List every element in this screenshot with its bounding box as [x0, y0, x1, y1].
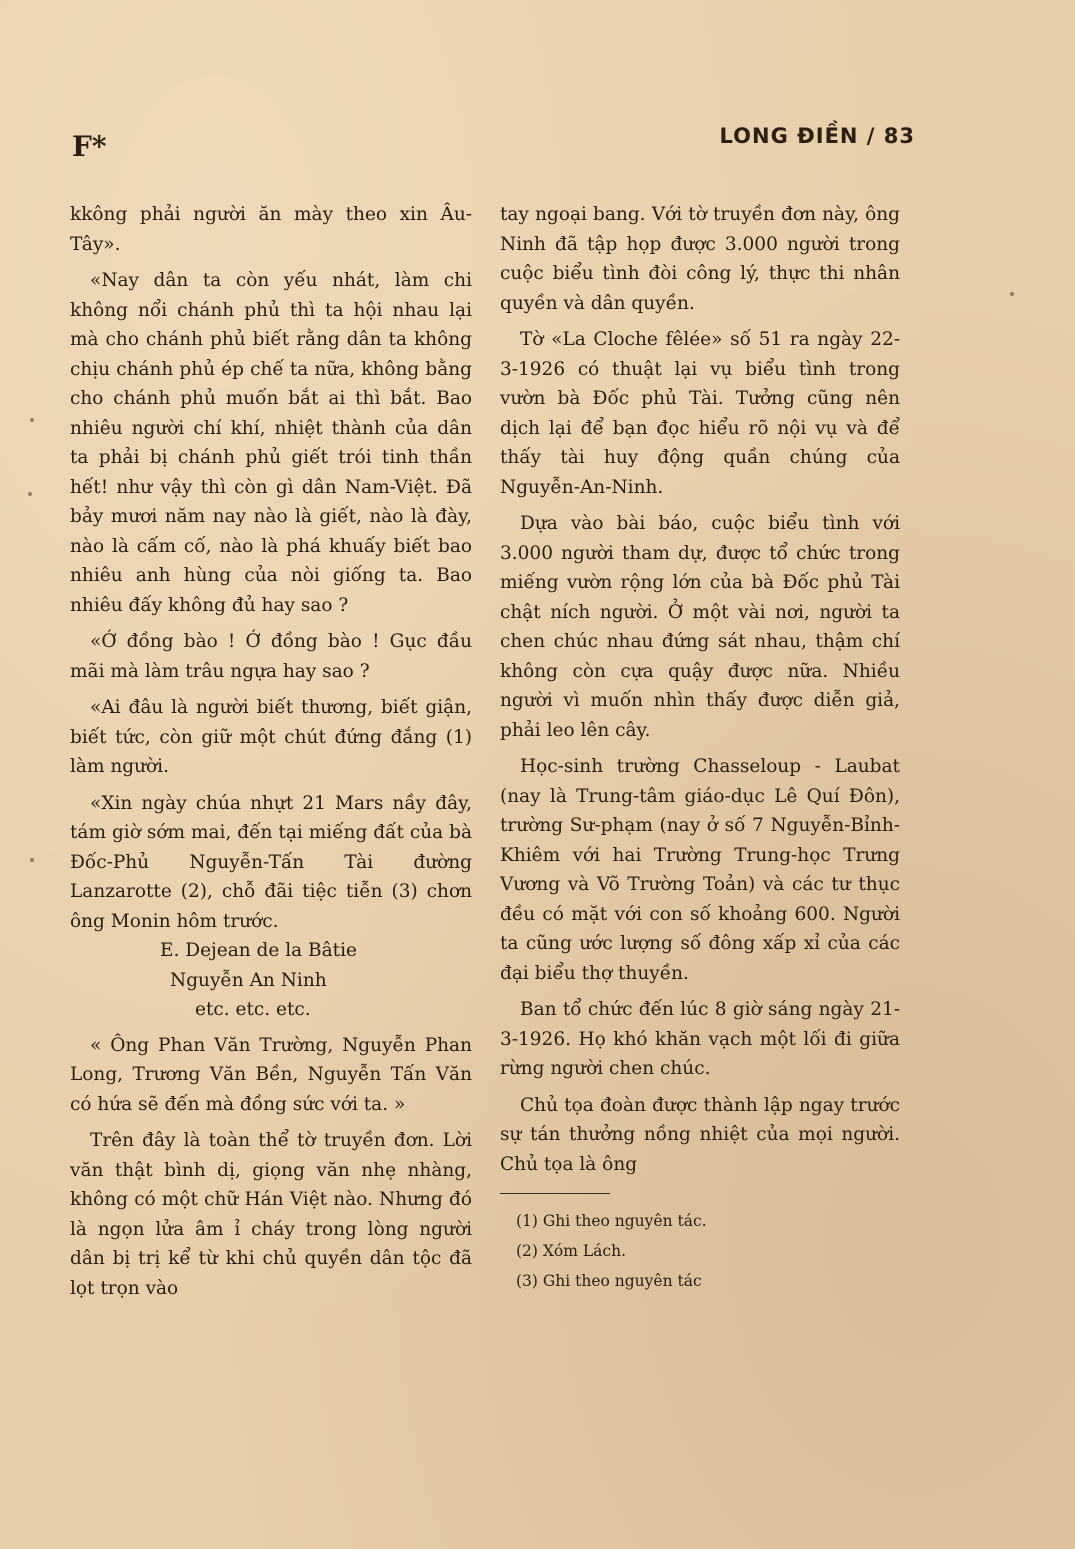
running-head: LONG ĐIỀN / 83 [719, 124, 915, 148]
signature-mark: F* [72, 130, 107, 163]
signature-line: Nguyễn An Ninh [170, 969, 327, 991]
paragraph: «Nay dân ta còn yếu nhát, làm chi không nổi chánh phủ thì ta hội nhau lại mà cho chánh phủ biết rằng dân ta không chịu chánh phủ ép chế ta nữa, không bằng cho chánh phủ muốn bắt ai thì bắt. Bao nhiêu người chí khí, nhiệt thành của dân ta phải bị chánh phủ giết trói tinh thần hết! như vậy thì còn gì dân Nam-Việt. Đã bảy mươi năm nay nào là giết, nào là đày, nào là cấm cố, nào là phá khuấy biết bao nhiêu anh hùng của nòi giống ta. Bao nhiêu đấy không đủ hay sao ? [70, 270, 472, 616]
signature-line: E. Dejean de la Bâtie [160, 940, 357, 961]
paragraph: kkông phải người ăn mày theo xin Âu-Tây». [70, 204, 472, 255]
paragraph: «Ớ đồng bào ! Ớ đồng bào ! Gục đầu mãi mà làm trâu ngựa hay sao ? [70, 631, 472, 682]
paragraph: Ban tổ chức đến lúc 8 giờ sáng ngày 21-3-1926. Họ khó khăn vạch một lối đi giữa rừng người chen chúc. [500, 999, 900, 1079]
footnotes [500, 1206, 900, 1296]
paragraph: Trên đây là toàn thể tờ truyền đơn. Lời văn thật bình dị, giọng văn nhẹ nhàng, không có một chữ Hán Việt nào. Nhưng đó là ngọn lửa âm ỉ cháy trong lòng người dân bị trị kể từ khi chủ quyền dân tộc đã lọt trọn vào [70, 1130, 472, 1299]
paragraph: « Ông Phan Văn Trường, Nguyễn Phan Long, Trương Văn Bền, Nguyễn Tấn Văn có hứa sẽ đến mà đồng sức với ta. » [70, 1034, 472, 1115]
paragraph: Chủ tọa đoàn được thành lập ngay trước sự tán thưởng nồng nhiệt của mọi người. Chủ tọa là ông [500, 1094, 900, 1175]
right-column [500, 200, 900, 1296]
paragraph: Tờ «La Cloche fêlée» số 51 ra ngày 22-3-1926 có thuật lại vụ biểu tình trong vườn bà Đốc phủ Tài. Tưởng cũng nên dịch lại để bạn đọc hiểu rõ nội vụ và để thấy tài huy động quần chúng của Nguyễn-An-Ninh. [500, 329, 900, 498]
signature-line: etc. etc. etc. [195, 999, 311, 1020]
paper-speck [28, 492, 32, 496]
footnote: (1) Ghi theo nguyên tác. [516, 1212, 707, 1230]
footnote-divider [500, 1193, 610, 1194]
paragraph: Học-sinh trường Chasseloup - Laubat (nay là Trung-tâm giáo-dục Lê Quí Đôn), trường Sư-phạm (nay ở số 7 Nguyễn-Bỉnh-Khiêm với hai Trường Trung-học Trưng Vương và Võ Trường Toản) và các tư thục đều có mặt với con số khoảng 600. Người ta cũng ước lượng số đông xấp xỉ của các đại biểu thợ thuyền. [500, 756, 900, 984]
footnote: (3) Ghi theo nguyên tác [516, 1272, 702, 1290]
paper-speck [30, 418, 34, 422]
paper-speck [30, 858, 34, 862]
paragraph: «Ai đâu là người biết thương, biết giận, biết tức, còn giữ một chút đứng đắng (1) làm người. [70, 697, 472, 777]
left-column [70, 200, 472, 1310]
paragraph: «Xin ngày chúa nhựt 21 Mars nầy đây, tám giờ sớm mai, đến tại miếng đất của bà Đốc-Phủ Nguyễn-Tấn Tài đường Lanzarotte (2), chỗ đãi tiệc tiễn (3) chơn ông Monin hôm trước. [70, 792, 472, 932]
paragraph: tay ngoại bang. Với tờ truyền đơn này, ông Ninh đã tập họp được 3.000 người trong cuộc biểu tình đòi công lý, thực thi nhân quyền và dân quyền. [500, 204, 900, 314]
footnote: (2) Xóm Lách. [516, 1242, 626, 1260]
paragraph: Dựa vào bài báo, cuộc biểu tình với 3.000 người tham dự, được tổ chức trong miếng vườn rộng lớn của bà Đốc phủ Tài chật ních người. Ở một vài nơi, người ta chen chúc nhau đứng sát nhau, thậm chí không còn cựa quậy được nữa. Nhiều người vì muốn nhìn thấy được diễn giả, phải leo lên cây. [500, 513, 900, 741]
paper-speck [1010, 292, 1014, 296]
